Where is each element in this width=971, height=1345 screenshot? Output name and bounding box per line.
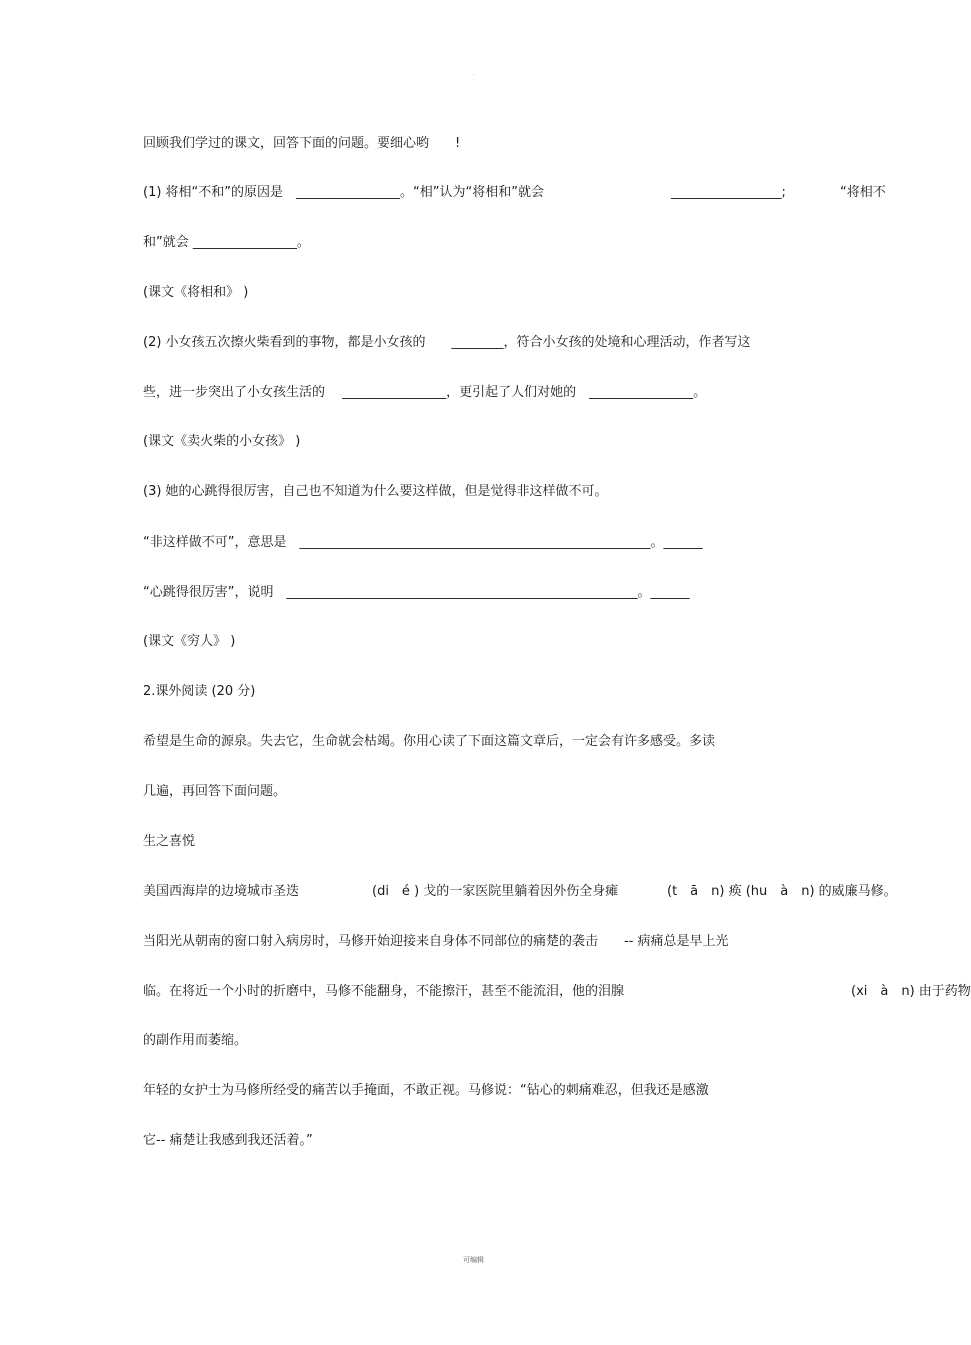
question-3-text: (3) 她的心跳得很厉害，自己也不知道为什么要这样做，但是觉得非这样做不可。 bbox=[143, 484, 608, 499]
question-2-source: (课文《卖火柴的小女孩》 ) bbox=[143, 434, 301, 449]
article-line-4: 的副作用而萎缩。 bbox=[143, 1033, 248, 1048]
article-line-5: 年轻的女护士为马修所经受的痛苦以手掩面，不敢正视。马修说：“钻心的刺痛难忍，但我还是感激 bbox=[143, 1083, 709, 1098]
article-line-2: 当阳光从朝南的窗口射入病房时，马修开始迎接来自身体不同部位的痛楚的袭击 -- 病痛总是早上光 bbox=[143, 934, 729, 949]
section-heading: 2.课外阅读 (20 分) bbox=[143, 684, 256, 699]
header-mark: . bbox=[473, 70, 475, 77]
article-line-1c: (t ā n) 痪 (hu à n) 的威廉马修。 bbox=[667, 884, 897, 899]
article-line-1a: 美国西海岸的边境城市圣迭 bbox=[143, 884, 300, 899]
question-1-tail: “将相不 bbox=[840, 185, 886, 200]
footer-label: 可编辑 bbox=[463, 1256, 484, 1264]
intro-line: 回顾我们学过的课文，回答下面的问题。要细心哟 ! bbox=[143, 136, 461, 151]
article-line-6: 它-- 痛楚让我感到我还活着。” bbox=[143, 1133, 313, 1148]
article-line-3a: 临。在将近一个小时的折磨中，马修不能翻身，不能擦汗，甚至不能流泪，他的泪腺 bbox=[143, 984, 625, 999]
article-line-1b: (di é ) 戈的一家医院里躺着因外伤全身瘫 bbox=[372, 884, 619, 899]
question-1-text: (1) 将相“不和”的原因是 ________________。“相”认为“将相和”就会 bbox=[143, 185, 544, 200]
question-2-text: (2) 小女孩五次擦火柴看到的事物，都是小女孩的 ________，符合小女孩的处境和心理活动，作者写这 bbox=[143, 335, 751, 350]
question-2-continuation: 些，进一步突出了小女孩生活的 ________________，更引起了人们对她的 ________________。 bbox=[143, 385, 707, 400]
question-3-item-1: “非这样做不可”，意思是 ______________________________________________________。______ bbox=[143, 535, 703, 550]
question-3-source: (课文《穷人》 ) bbox=[143, 634, 236, 649]
question-1-blank: _________________; bbox=[671, 185, 786, 200]
reading-intro-continuation: 几遍，再回答下面问题。 bbox=[143, 784, 287, 799]
question-1-source: (课文《将相和》 ) bbox=[143, 285, 249, 300]
reading-intro: 希望是生命的源泉。失去它，生命就会枯竭。你用心读了下面这篇文章后，一定会有许多感受。多读 bbox=[143, 734, 716, 749]
question-3-item-2: “心跳得很厉害”，说明 ______________________________________________________。______ bbox=[143, 585, 690, 600]
article-title: 生之喜悦 bbox=[143, 834, 196, 849]
question-1-continuation: 和”就会 ________________。 bbox=[143, 235, 310, 250]
article-line-3b: (xi à n) 由于药物 bbox=[851, 984, 971, 999]
